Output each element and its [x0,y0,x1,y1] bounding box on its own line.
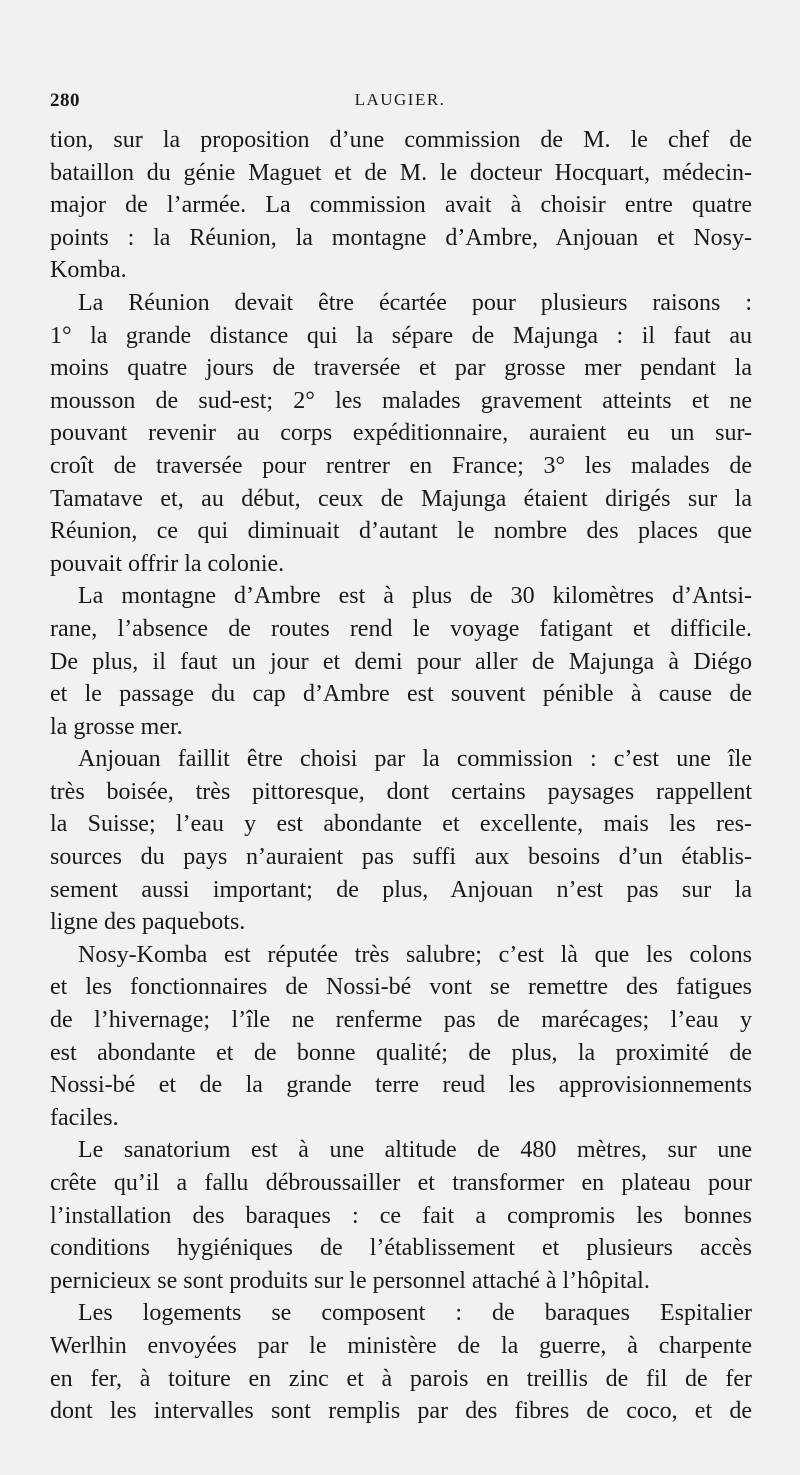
text-line: major de l’armée. La commission avait à choisir entre quatre [50,192,752,219]
page-header [50,90,750,114]
text-line: De plus, il faut un jour et demi pour aller de Majunga à Diégo [50,648,752,675]
text-line: conditions hygiéniques de l’établissement et plusieurs accès [50,1235,752,1262]
paragraph [50,287,752,580]
text-line: Le sanatorium est à une altitude de 480 mètres, sur une [78,1137,752,1164]
text-line: sources du pays n’auraient pas suffi aux besoins d’un établis- [50,844,752,871]
text-line: et le passage du cap d’Ambre est souvent pénible à cause de [50,681,752,708]
text-line: ligne des paquebots. [50,909,246,936]
text-line: Les logements se composent : de baraques Espitalier [78,1300,752,1327]
text-line: la grosse mer. [50,713,183,740]
text-line: de l’hivernage; l’île ne renferme pas de marécages; l’eau y [50,1007,752,1034]
body-text [50,124,752,1428]
paragraph [50,939,752,1135]
text-line: pernicieux se sont produits sur le personnel attaché à l’hôpital. [50,1267,650,1294]
text-line: Werlhin envoyées par le ministère de la guerre, à charpente [50,1332,752,1359]
paragraph [50,1134,752,1297]
text-line: pouvant revenir au corps expéditionnaire, auraient eu un sur- [50,420,752,447]
text-line: Nosy-Komba est réputée très salubre; c’est là que les colons [78,941,752,968]
text-line: croît de traversée pour rentrer en France; 3° les malades de [50,452,752,479]
text-line: en fer, à toiture en zinc et à parois en treillis de fil de fer [50,1365,752,1392]
text-line: faciles. [50,1104,119,1131]
text-line: mousson de sud-est; 2° les malades gravement atteints et ne [50,387,752,414]
text-line: la Suisse; l’eau y est abondante et excellente, mais les res- [50,811,752,838]
text-line: Nossi-bé et de la grande terre reud les approvisionnements [50,1072,752,1099]
paragraph [50,124,752,287]
text-line: l’installation des baraques : ce fait a compromis les bonnes [50,1202,752,1229]
text-line: et les fonctionnaires de Nossi-bé vont se remettre des fatigues [50,974,752,1001]
paragraph [50,580,752,743]
text-line: rane, l’absence de routes rend le voyage fatigant et difficile. [50,615,752,642]
text-line: pouvait offrir la colonie. [50,550,285,577]
text-line: 1° la grande distance qui la sépare de Majunga : il faut au [50,322,752,349]
page-number: 280 [50,90,80,111]
text-line: Anjouan faillit être choisi par la commission : c’est une île [78,746,752,773]
text-line: Réunion, ce qui diminuait d’autant le nombre des places que [50,518,752,545]
paragraph [50,743,752,939]
text-line: bataillon du génie Maguet et de M. le docteur Hocquart, médecin- [50,159,752,186]
text-line: points : la Réunion, la montagne d’Ambre, Anjouan et Nosy- [50,224,752,251]
text-line: est abondante et de bonne qualité; de plus, la proximité de [50,1039,752,1066]
text-line: La montagne d’Ambre est à plus de 30 kilomètres d’Antsi- [78,583,752,610]
text-line: crête qu’il a fallu débroussailler et transformer en plateau pour [50,1170,752,1196]
text-line: sement aussi important; de plus, Anjouan n’est pas sur la [50,876,752,903]
text-line: La Réunion devait être écartée pour plusieurs raisons : [78,289,752,316]
text-line: très boisée, très pittoresque, dont certains paysages rappellent [50,778,752,805]
text-line: moins quatre jours de traversée et par grosse mer pendant la [50,355,752,382]
paragraph [50,1297,752,1427]
text-line: Komba. [50,257,127,284]
text-line: tion, sur la proposition d’une commission de M. le chef de [50,127,752,153]
text-line: dont les intervalles sont remplis par des fibres de coco, et de [50,1398,752,1425]
running-head: LAUGIER. [354,90,446,109]
text-line: Tamatave et, au début, ceux de Majunga étaient dirigés sur la [50,485,752,512]
